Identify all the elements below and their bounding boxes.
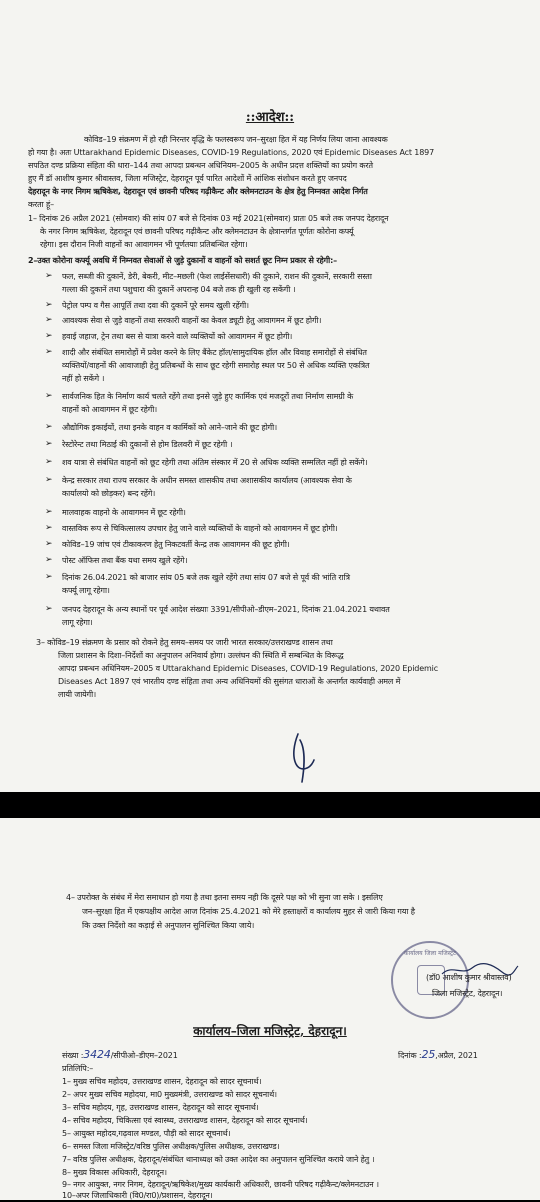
bullet-arrow-icon: ➢: [45, 507, 53, 517]
intro-line: देहरादून के नगर निगम ऋषिकेश, देहरादून एवं छावनी परिषद गढ़ीकैन्ट और क्लेमनटाउन के क्षेत्र हेतु निम्नवत आदेश निर्गत: [28, 187, 368, 196]
issue-date: [398, 1048, 538, 1062]
ref-number-value: 3424: [83, 1048, 111, 1061]
bullet-arrow-icon: ➢: [45, 439, 53, 449]
list-item: केन्द्र सरकार तथा राज्य सरकार के अधीन समस्त शासकीय तथा अशासकीय कार्यालय (आवश्यक सेवा के: [62, 476, 352, 485]
list-item: आवश्यक सेवा से जुड़े वाहनों तथा सरकारी वाहनों का केवल ड्यूटी हेतु आवागमन में छूट होगी।: [62, 316, 322, 325]
list-item: कार्यालयो को छोड़कर) बन्द रहेंगे।: [62, 489, 156, 498]
list-item: हवाई जहाज, ट्रेन तथा बस से यात्रा करने वाले व्यक्तियों को आवागमन में छूट होगी।: [62, 332, 293, 341]
bullet-arrow-icon: ➢: [45, 315, 53, 325]
bullet-arrow-icon: ➢: [45, 604, 53, 614]
item-line: जन–सुरक्षा हित में एकपक्षीय आदेश आज दिनांक 25.4.2021 को मेरे हस्ताक्षरों व कार्यालय मुहर से जारी किया गया है: [82, 907, 415, 916]
bullet-arrow-icon: ➢: [45, 572, 53, 582]
list-item: वाहनों को आवागमन में छूट रहेगी।: [62, 405, 158, 414]
list-item: मालवाहक वाहनो के आवागमन में छूट रहेगी।: [62, 508, 186, 517]
list-item: 4– सचिव महोदय, चिकित्सा एवं स्वास्थ्य, उत्तराखण्ड शासन, देहरादून को सादर सूचनार्थ।: [62, 1116, 308, 1125]
bullet-arrow-icon: ➢: [45, 555, 53, 565]
item-line: रहेगा। इस दौरान निजी वाहनों का आवागमन भी पूर्णतयाः प्रतिबन्धित रहेगा।: [40, 240, 248, 249]
intro-line: करता हूं–: [28, 200, 54, 209]
order-title: ::आदेश::: [245, 110, 295, 125]
date-label: दिनांक :: [398, 1051, 422, 1060]
seal-text: कार्यालय जिला मजिस्ट्रेट: [403, 950, 457, 957]
copy-to-label: प्रतिलिपि:–: [62, 1064, 94, 1073]
intro-line: हुए मैं डॉ आशीष कुमार श्रीवास्तव, जिला मजिस्ट्रेट, देहरादून पूर्व पारित आदेशों में आंशिक संशोधन करते हुए जनपद: [28, 174, 347, 183]
list-item: पोस्ट ऑफिस तथा बैंक यथा समय खुले रहेंगे।: [62, 556, 188, 565]
intro-line: सपठित दण्ड प्रक्रिया संहिता की धारा–144 तथा आपदा प्रबन्धन अधिनियम–2005 के अधीन प्रदत्त शक्तियों का प्रयोग करते: [28, 161, 373, 170]
list-item: शादी और संबंधित समारोहों में प्रवेश करने के लिए बैंकेट हॉल/सामुदायिक हॉल और विवाह समारोहों से संबंधित: [62, 348, 367, 357]
item-line: के नगर निगम ऋषिकेश, देहरादून एवं छावनी परिषद गढ़ीकैन्ट और क्लेमनटाउन के क्षेत्रान्तर्गत पूर्णतः कोरोना कर्फ्यू: [40, 227, 354, 236]
list-item: फल, सब्जी की दुकानें, डेरी, बेकरी, मीट–मछली (फेश लाईसेंसधारी) की दुकाने, राशन की दुकानें, सरकारी सस्ता: [62, 272, 372, 281]
signatory-name: (डॉ0 आशीष कुमार श्रीवास्तव): [426, 973, 512, 982]
list-item: 2– अपर मुख्य सचिव महोदया, मा0 मुख्यमंत्री, उत्तराखण्ड को सादर सूचनार्थ।: [62, 1090, 277, 1099]
bullet-arrow-icon: ➢: [45, 391, 53, 401]
list-item: कोविड–19 जांच एवं टीकाकरण हेतु निकटवर्ती केन्द्र तक आवागमन की छूट होगी।: [62, 540, 290, 549]
list-item: 9– नगर आयुक्त, नगर निगम, देहरादून/ऋषिकेश/मुख्य कार्यकारी अधिकारी, छावनी परिषद गढ़ीकैन्ट/क्लेमनटाउन ।: [62, 1180, 379, 1189]
bullet-arrow-icon: ➢: [45, 539, 53, 549]
intro-line: कोविड–19 संक्रमण में हो रही निरन्तर वृद्धि के फलस्वरूप जन–सुरक्षा हित में यह निर्णय लिया जाना आवश्यक: [84, 135, 388, 144]
list-item: दिनांक 26.04.2021 को बाजार सांय 05 बजे तक खुले रहेंगे तथा सांय 07 बजे से पूर्व की भांति रात्रि: [62, 573, 350, 582]
date-suffix: ,अप्रैल, 2021: [435, 1051, 478, 1060]
list-item: रेस्टोरेन्ट तथा मिठाई की दुकानों से होम डिलवरी में छूट रहेगी ।: [62, 440, 233, 449]
item-line: 1– दिनांक 26 अप्रैल 2021 (सोमवार) की सांय 07 बजे से दिनांक 03 मई 2021(सोमवार) प्रातः 05 बजे तक जनपद देहरादून: [28, 214, 389, 223]
intro-line: हो गया है। अतः Uttarakhand Epidemic Diseases, COVID-19 Regulations, 2020 एवं Epidemic Diseases Act 1897: [28, 148, 435, 157]
list-item: 8– मुख्य विकास अधिकारी, देहरादून।: [62, 1168, 167, 1177]
bullet-arrow-icon: ➢: [45, 271, 53, 281]
list-item: 1– मुख्य सचिव महोदय, उत्तराखण्ड शासन, देहरादून को सादर सूचनार्थ।: [62, 1077, 262, 1086]
item-line: लायी जायेगी।: [58, 690, 96, 699]
list-item: लागू रहेगा।: [62, 618, 93, 627]
bullet-arrow-icon: ➢: [45, 331, 53, 341]
item-line: जिला प्रशासन के दिशा–निर्देशों का अनुपालन अनिवार्य होगा। उल्लंघन की स्थिति में सम्बन्धित के विरूद्ध: [58, 651, 344, 660]
bullet-arrow-icon: ➢: [45, 347, 53, 357]
item-2-heading: 2–उक्त कोरोना कर्फ्यू अवधि में निम्नवत सेवाओं से जुड़े दुकानों व वाहनों को सशर्त छूट निम्न प्रकार से रहेगी:–: [28, 256, 337, 265]
list-item: पेट्रोल पम्प व गैस आपूर्ति तथा दवा की दुकानें पूरे समय खुली रहेंगी।: [62, 301, 249, 310]
bullet-arrow-icon: ➢: [45, 300, 53, 310]
bullet-arrow-icon: ➢: [45, 422, 53, 432]
list-item: कर्फ्यू लागू रहेगा।: [62, 586, 110, 595]
bullet-arrow-icon: ➢: [45, 523, 53, 533]
item-line: Diseases Act 1897 एवं भारतीय दण्ड संहिता तथा अन्य अधिनियमों की सुसंगत धाराओं के अन्तर्गत कार्यवाही अमल में: [58, 677, 401, 686]
item-line: कि उक्त निर्देशो का कड़ाई से अनुपालन सुनिश्चित किया जाये।: [82, 921, 255, 930]
list-item: गल्ला की दुकानें तथा पशुचारा की दुकानें अपरान्ह 04 बजे तक ही खुली रह सकेंगी ।: [62, 285, 296, 294]
date-value: 25: [421, 1048, 436, 1061]
list-item: 6– समस्त जिला मजिस्ट्रेट/वरिष्ठ पुलिस अधीक्षक/पुलिस अधीक्षक, उत्तराखण्ड।: [62, 1142, 280, 1151]
list-item: 3– सचिव महोदय, गृह, उत्तराखण्ड शासन, देहरादून को सादर सूचनार्थ।: [62, 1103, 259, 1112]
reference-number: [62, 1048, 262, 1062]
signatory-title: जिला मजिस्ट्रेट, देहरादून।: [432, 989, 503, 998]
ref-label: संख्या :: [62, 1051, 84, 1060]
bullet-arrow-icon: ➢: [45, 475, 53, 485]
list-item: औद्योगिक इकाईयों, तथा इनके वाहन व कार्मिकों को आने–जाने की छूट होगी।: [62, 423, 277, 432]
item-line: आपदा प्रबन्धन अधिनियम–2005 व Uttarakhand Epidemic Diseases, COVID-19 Regulations, 2020 Epidemic: [58, 664, 438, 673]
list-item: नहीं हो सकेंगे ।: [62, 374, 105, 383]
item-line: 3– कोविड–19 संक्रमण के प्रसार को रोकने हेतु समय–समय पर जारी भारत सरकार/उत्तराखण्ड शासन तथा: [36, 638, 333, 647]
list-item: व्यक्तियों/वाहनों की आवाजाही हेतु प्रतिबन्धों के साथ छूट रहेगी समारोह स्थल पर 50 से अधिक व्यक्ति एकत्रित: [62, 361, 370, 370]
signature: [280, 730, 340, 785]
page-separator: [0, 792, 540, 818]
ref-suffix: /सीपीओ–डीएम–2021: [110, 1051, 178, 1060]
list-item: वास्तविक रूप से चिकित्सालय उपचार हेतु जाने वाले व्यक्तियों के वाहनो को आवागमन में छूट होगी।: [62, 524, 338, 533]
list-item: 10–अपर जिलाधिकारी (वि0/रा0)/प्रशासन, देहरादून।: [62, 1191, 213, 1200]
list-item: जनपद देहरादून के अन्य स्थानों पर पूर्व आदेश संख्याः 3391/सीपीओ–डीएम–2021, दिनांक 21.04.2021 यथावत: [62, 605, 390, 614]
office-heading: कार्यालय–जिला मजिस्ट्रेट, देहरादून।: [193, 1024, 347, 1038]
list-item: सार्वजनिक हित के निर्माण कार्य चलते रहेंगे तथा इनसे जुड़े हुए कार्मिक एवं मजदूरों तथा निर्माण सामग्री के: [62, 392, 354, 401]
item-line: 4– उपरोक्त के संबंध में मेरा समाधान हो गया है तथा इतना समय नही कि दूसरे पक्ष को भी सुना जा सके । इसलिए: [66, 893, 383, 902]
bullet-arrow-icon: ➢: [45, 457, 53, 467]
list-item: 5– आयुक्त महोदय,गढ़वाल मण्डल, पौड़ी को सादर सूचनार्थ।: [62, 1129, 231, 1138]
list-item: 7– वरिष्ठ पुलिस अधीक्षक, देहरादून/संबंधित थानाध्यक्ष को उक्त आदेश का अनुपालन सुनिश्चित कराये जाने हेतु ।: [62, 1155, 375, 1164]
list-item: शव यात्रा से संबंधित वाहनों को छूट रहेगी तथा अंतिम संस्कार में 20 से अधिक व्यक्ति सम्मलित नहीं हो सकेंगे।: [62, 458, 368, 467]
